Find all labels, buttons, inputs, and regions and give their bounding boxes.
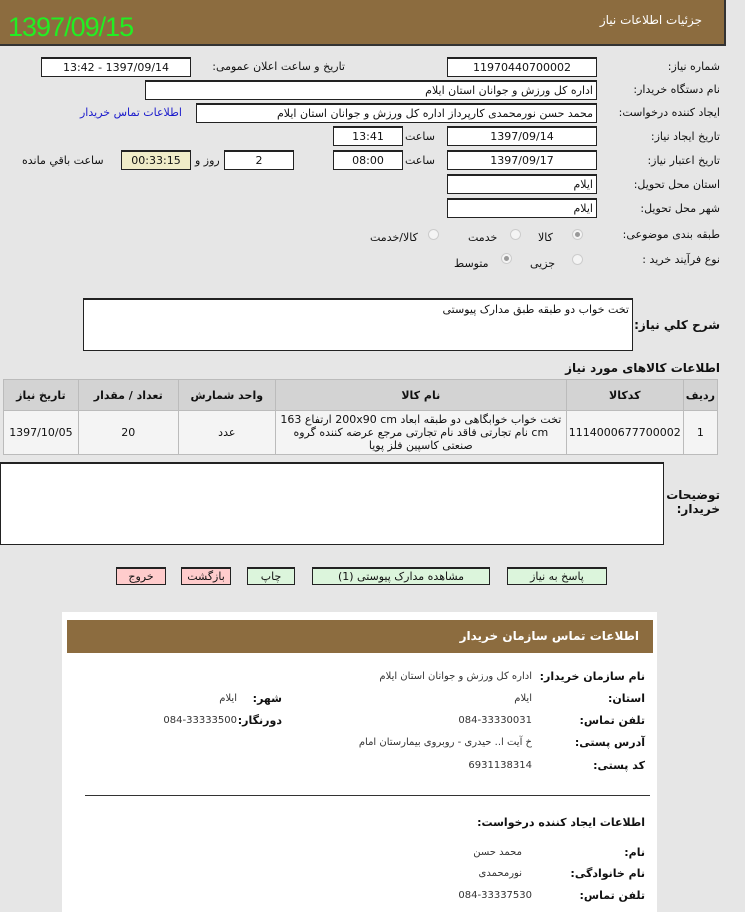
creator-phone-label: تلفن تماس: <box>579 889 645 902</box>
print-button[interactable]: چاپ <box>247 567 295 585</box>
province-label: استان: <box>608 692 645 705</box>
postal-value: 6931138314 <box>468 760 532 771</box>
remaining-time-field: 00:33:15 <box>121 150 191 170</box>
contact-panel-title: اطلاعات تماس سازمان خریدار <box>459 629 639 643</box>
description-label: شرح كلي نیاز: <box>634 318 720 332</box>
city-value: ایلام <box>219 693 237 704</box>
announce-field: 1397/09/14 - 13:42 <box>41 57 191 77</box>
org-value: اداره کل ورزش و جوانان استان ایلام <box>379 671 532 682</box>
category-option-label: کالا/خدمت <box>370 231 418 244</box>
creator-section-title: اطلاعات ایجاد کننده درخواست: <box>477 816 645 829</box>
goods-code: 1114000677700002 <box>566 411 683 455</box>
time-label: ساعت <box>405 130 435 143</box>
reply-button[interactable]: پاسخ به نیاز <box>507 567 607 585</box>
address-value: خ آیت ا.. حیدری - روبروی بیمارستان امام <box>358 737 532 748</box>
province-field: ایلام <box>447 174 597 194</box>
city-label: شهر: <box>252 692 282 705</box>
need-date: 1397/10/05 <box>4 411 79 455</box>
phone-value: 084-33330031 <box>458 715 532 726</box>
time-label: ساعت <box>405 154 435 167</box>
description-textarea[interactable]: تخت خواب دو طبقه طبق مدارک پیوستی <box>83 298 633 351</box>
column-header: ردیف <box>683 380 717 411</box>
address-label: آدرس پستی: <box>574 736 645 749</box>
create-time-field: 13:41 <box>333 126 403 146</box>
name-value: محمد حسن <box>473 847 522 858</box>
city-field: ایلام <box>447 198 597 218</box>
goods-section-title: اطلاعات کالاهای مورد نیاز <box>565 361 720 375</box>
category-radio-both[interactable] <box>428 229 439 240</box>
category-label: طبقه بندی موضوعی: <box>622 228 720 241</box>
family-label: نام خانوادگی: <box>570 867 645 880</box>
column-header: تعداد / مقدار <box>78 380 178 411</box>
buyer-org-field: اداره کل ورزش و جوانان استان ایلام <box>145 80 597 100</box>
family-value: نورمحمدی <box>478 868 522 879</box>
name-label: نام: <box>624 846 645 859</box>
remaining-label: ساعت باقي مانده <box>22 154 104 167</box>
province-label: استان محل تحویل: <box>633 178 720 191</box>
column-header: تاریخ نیاز <box>4 380 79 411</box>
category-option-label: کالا <box>538 231 553 244</box>
table-row <box>4 411 718 455</box>
unit: عدد <box>178 411 275 455</box>
goods-table <box>3 379 718 455</box>
announce-label: تاریخ و ساعت اعلان عمومی: <box>212 60 345 73</box>
buyer-notes-textarea[interactable] <box>0 462 664 545</box>
phone-label: تلفن تماس: <box>579 714 645 727</box>
fax-value: 084-33333500 <box>163 715 237 726</box>
validity-label: تاریخ اعتبار نیاز: <box>647 154 720 167</box>
process-radio-minor[interactable] <box>572 254 583 265</box>
validity-time-field: 08:00 <box>333 150 403 170</box>
back-button[interactable]: بازگشت <box>181 567 231 585</box>
date-stamp: 1397/09/15 <box>8 12 134 42</box>
column-header: نام کالا <box>275 380 566 411</box>
category-option-label: خدمت <box>468 231 498 244</box>
create-date-field: 1397/09/14 <box>447 126 597 146</box>
goods-name: تخت خواب خوابگاهی دو طبقه ابعاد 200x90 cm ارتفاع 163 cm نام تجارتی فاقد نام تجارتی مرجع عرضه کننده گروه صنعتی کاسپین فلز پویا <box>275 411 566 455</box>
process-option-label: جزیی <box>530 257 556 270</box>
process-label: نوع فرآیند خرید : <box>642 253 720 266</box>
column-header: کدکالا <box>566 380 683 411</box>
process-radio-medium[interactable] <box>501 253 512 264</box>
quantity: 20 <box>78 411 178 455</box>
category-radio-goods[interactable] <box>572 229 583 240</box>
days-label: روز و <box>195 154 220 167</box>
need-number-label: شماره نیاز: <box>667 60 720 73</box>
process-option-label: متوسط <box>454 257 489 270</box>
creator-phone-value: 084-33337530 <box>458 890 532 901</box>
view-attachments-button[interactable]: مشاهده مدارک پیوستی (1) <box>312 567 490 585</box>
page-title: جزئیات اطلاعات نیاز <box>599 13 702 27</box>
validity-date-field: 1397/09/17 <box>447 150 597 170</box>
org-label: نام سازمان خریدار: <box>539 670 645 683</box>
row-index: 1 <box>683 411 717 455</box>
days-field: 2 <box>224 150 294 170</box>
exit-button[interactable]: خروج <box>116 567 166 585</box>
province-value: ایلام <box>514 693 532 704</box>
contact-panel-header <box>67 620 653 653</box>
create-date-label: تاریخ ایجاد نیاز: <box>650 130 720 143</box>
buyer-org-label: نام دستگاه خریدار: <box>633 83 720 96</box>
fax-label: دورنگار: <box>237 714 282 727</box>
buyer-notes-label: توضیحات خریدار: <box>666 488 720 516</box>
buyer-contact-link[interactable]: اطلاعات تماس خریدار <box>80 106 182 119</box>
column-header: واحد شمارش <box>178 380 275 411</box>
need-number-field: 11970440700002 <box>447 57 597 77</box>
city-label: شهر محل تحویل: <box>640 202 720 215</box>
category-radio-service[interactable] <box>510 229 521 240</box>
divider <box>85 795 650 796</box>
contact-panel <box>62 612 657 912</box>
creator-field: محمد حسن نورمحمدی کارپرداز اداره کل ورزش و جوانان استان ایلام <box>196 103 597 123</box>
postal-label: کد پستی: <box>593 759 645 772</box>
creator-label: ایجاد کننده درخواست: <box>618 106 720 119</box>
table-header-row <box>4 380 718 411</box>
